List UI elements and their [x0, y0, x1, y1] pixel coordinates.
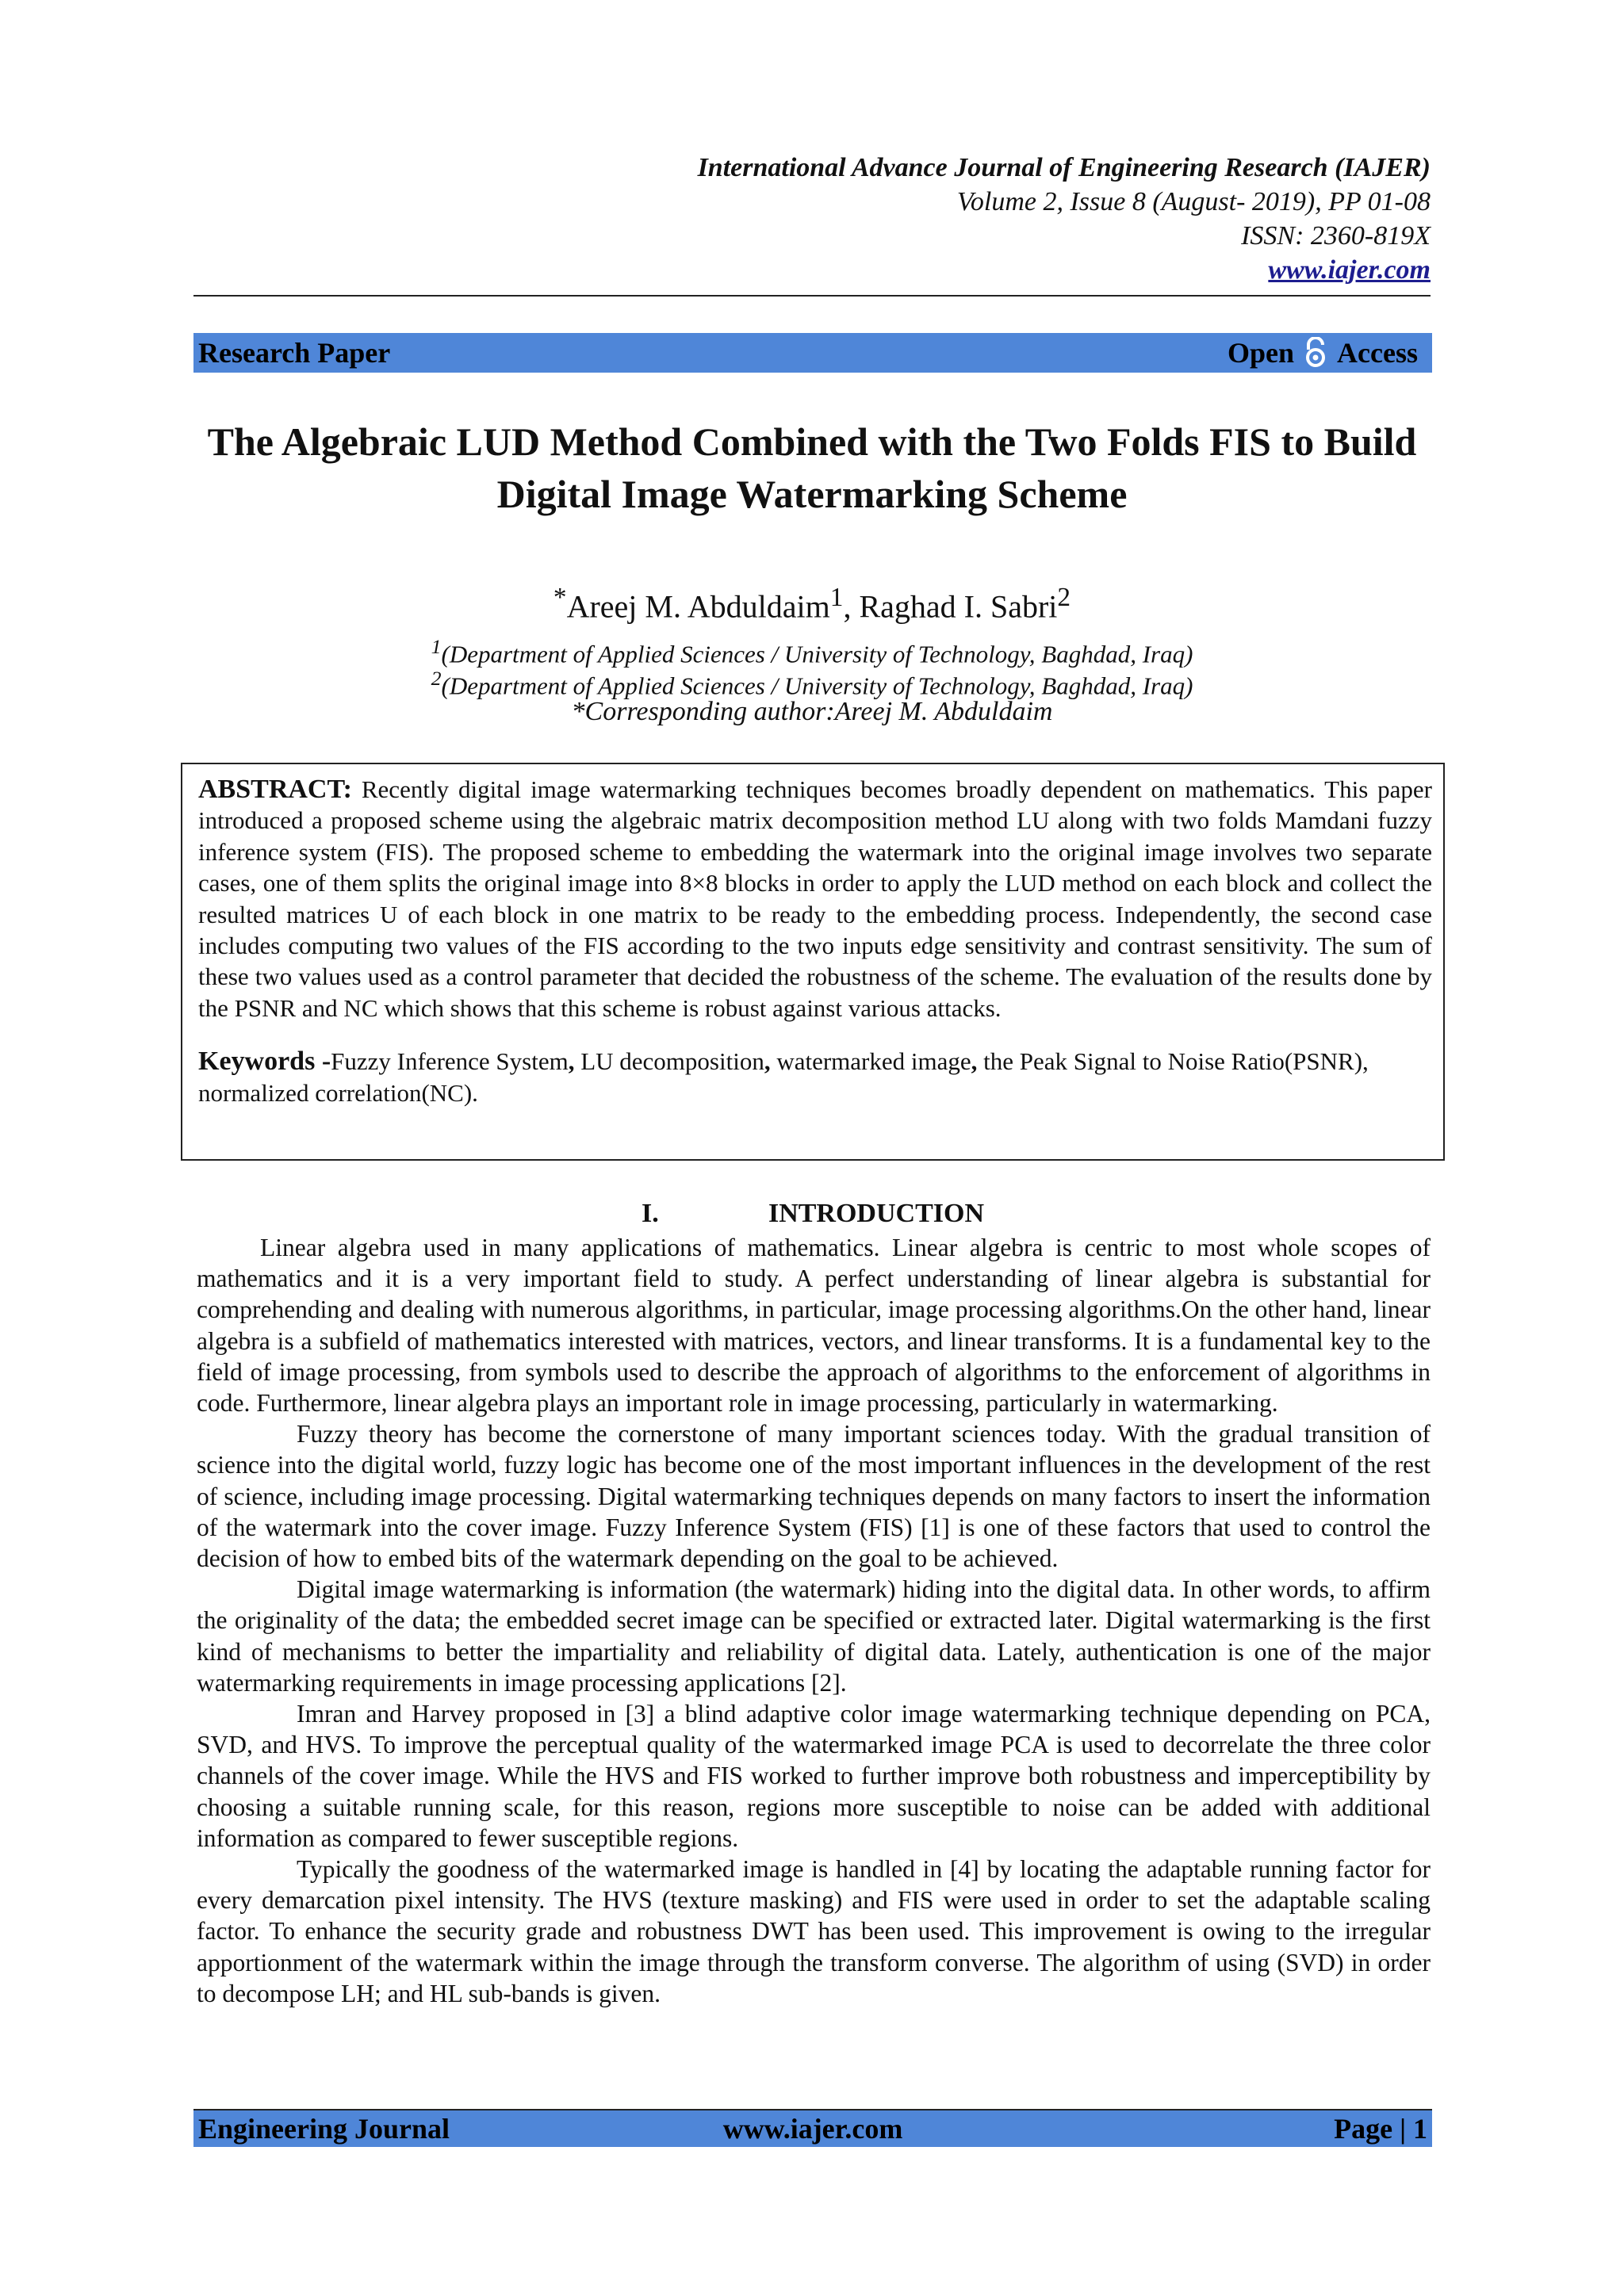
paragraph: Typically the goodness of the watermarked image is handled in [4] by locating the adaptable running factor for every demarcation pixel intensity. The HVS (texture masking) and FIS were used in order to set the adaptable scaling factor. To enhance the security grade and robustness DWT has been used. This improvement is owing to the irregular apportionment of the watermark within the image through the transform converse. The algorithm of using (SVD) in order to decompose LH; and HL sub-bands is given.: [197, 1855, 1431, 2007]
paragraph: Digital image watermarking is information (the watermark) hiding into the digital data. In other words, to affirm the originality of the data; the embedded secret image can be specified or extracted later. Digital watermarking is the first kind of mechanisms to better the impartiality and reliability of digital data. Lately, authentication is one of the major watermarking requirements in image processing applications [2].: [197, 1575, 1431, 1697]
journal-volume: Volume 2, Issue 8 (August- 2019), PP 01-08: [956, 187, 1431, 216]
paper-title: The Algebraic LUD Method Combined with the Two Folds FIS to Build Digital Image Watermarking Scheme: [207, 419, 1417, 516]
access-label: Access: [1337, 337, 1418, 369]
journal-header: [698, 151, 1431, 287]
open-label: Open: [1228, 337, 1295, 369]
author-1: Areej M. Abduldaim: [566, 588, 830, 625]
author-2-affil-mark: 2: [1057, 583, 1071, 612]
footer-url: www.iajer.com: [722, 2113, 903, 2145]
keywords-label: Keywords -: [198, 1047, 331, 1077]
section-title: INTRODUCTION: [768, 1199, 985, 1228]
header-rule: [193, 295, 1431, 297]
footer-journal: Engineering Journal: [198, 2113, 450, 2145]
research-paper-label: Research Paper: [198, 337, 391, 369]
paragraph: Imran and Harvey proposed in [3] a blind adaptive color image watermarking technique depending on PCA, SVD, and HVS. To improve the perceptual quality of the watermarked image PCA is used to decorrelate the three color channels of the cover image. While the HVS and FIS worked to further improve both robustness and imperceptibility by choosing a suitable running scale, for this reason, regions more susceptible to noise can be added with additional information as compared to fewer susceptible regions.: [197, 1700, 1431, 1852]
open-access-icon: [1304, 337, 1327, 369]
affiliation-1-mark: 1: [431, 635, 442, 658]
keywords: Keywords -Fuzzy Inference System, LU decomposition, watermarked image, the Peak Signal to Noise Ratio(PSNR), normalized correlation(NC).: [198, 1047, 1369, 1107]
affiliation-2-text: (Department of Applied Sciences / University of Technology, Baghdad, Iraq): [441, 672, 1193, 700]
abstract-label: ABSTRACT:: [198, 775, 352, 804]
author-separator: ,: [843, 588, 860, 625]
author-2: Raghad I. Sabri: [859, 588, 1058, 625]
keyword-item: the Peak Signal to Noise Ratio(PSNR), normalized correlation(NC).: [198, 1047, 1369, 1107]
abstract-box: [181, 763, 1445, 1161]
section-number: I.: [641, 1199, 659, 1228]
journal-url-link[interactable]: www.iajer.com: [1268, 255, 1431, 285]
keyword-item: Fuzzy Inference System: [331, 1047, 569, 1076]
affiliation-2-mark: 2: [431, 667, 442, 690]
introduction-body: [197, 1232, 1431, 2009]
corresponding-author: *Corresponding author:Areej M. Abduldaim: [571, 697, 1053, 726]
journal-name: International Advance Journal of Engineering Research (IAJER): [697, 153, 1431, 182]
page-number: Page | 1: [1334, 2113, 1427, 2145]
author-1-affil-mark: 1: [829, 583, 844, 612]
keyword-item: watermarked image: [776, 1047, 971, 1076]
author-list: [159, 579, 1465, 626]
affiliation-1-text: (Department of Applied Sciences / University of Technology, Baghdad, Iraq): [441, 640, 1193, 668]
abstract: [198, 774, 1432, 1024]
journal-issn: ISSN: 2360-819X: [1241, 221, 1431, 251]
open-access-badge: [1228, 336, 1427, 369]
footer-bar: [193, 2109, 1432, 2147]
research-paper-banner: [193, 333, 1432, 373]
paragraph: Linear algebra used in many applications of mathematics. Linear algebra is centric to most whole scopes of mathematics and it is a very important field to study. A perfect understanding of linear algebra is substantial for comprehending and dealing with numerous algorithms, in particular, image processing algorithms.On the other hand, linear algebra is a subfield of mathematics interested with matrices, vectors, and linear transforms. It is a fundamental key to the field of image processing, from symbols used to describe the approach of algorithms to the enforcement of algorithms in code. Furthermore, linear algebra plays an important role in image processing, particularly in watermarking.: [197, 1234, 1431, 1418]
abstract-text: Recently digital image watermarking techniques becomes broadly dependent on mathematics. This paper introduced a proposed scheme using the algebraic matrix decomposition method LU along with two folds Mamdani fuzzy inference system (FIS). The proposed scheme to embedding the watermark into the original image involves two separate cases, one of them splits the original image into 8×8 blocks in order to apply the LUD method on each block and collect the resulted matrices U of each block in one matrix to be ready to the embedding process. Independently, the second case includes computing two values of the FIS according to the two inputs edge sensitivity and contrast sensitivity. The sum of these two values used as a control parameter that decided the robustness of the scheme. The evaluation of the results done by the PSNR and NC which shows that this scheme is robust against various attacks.: [198, 775, 1433, 1022]
paragraph: Fuzzy theory has become the cornerstone of many important sciences today. With the gradual transition of science into the digital world, fuzzy logic has become one of the most important influences in the development of the rest of science, including image processing. Digital watermarking techniques depends on many factors to insert the information of the watermark into the cover image. Fuzzy Inference System (FIS) [1] is one of these factors that used to control the decision of how to embed bits of the watermark depending on the goal to be achieved.: [197, 1420, 1431, 1573]
keyword-item: LU decomposition: [580, 1047, 764, 1076]
section-heading-introduction: [193, 1199, 1432, 1229]
corresponding-mark: *: [553, 583, 567, 612]
